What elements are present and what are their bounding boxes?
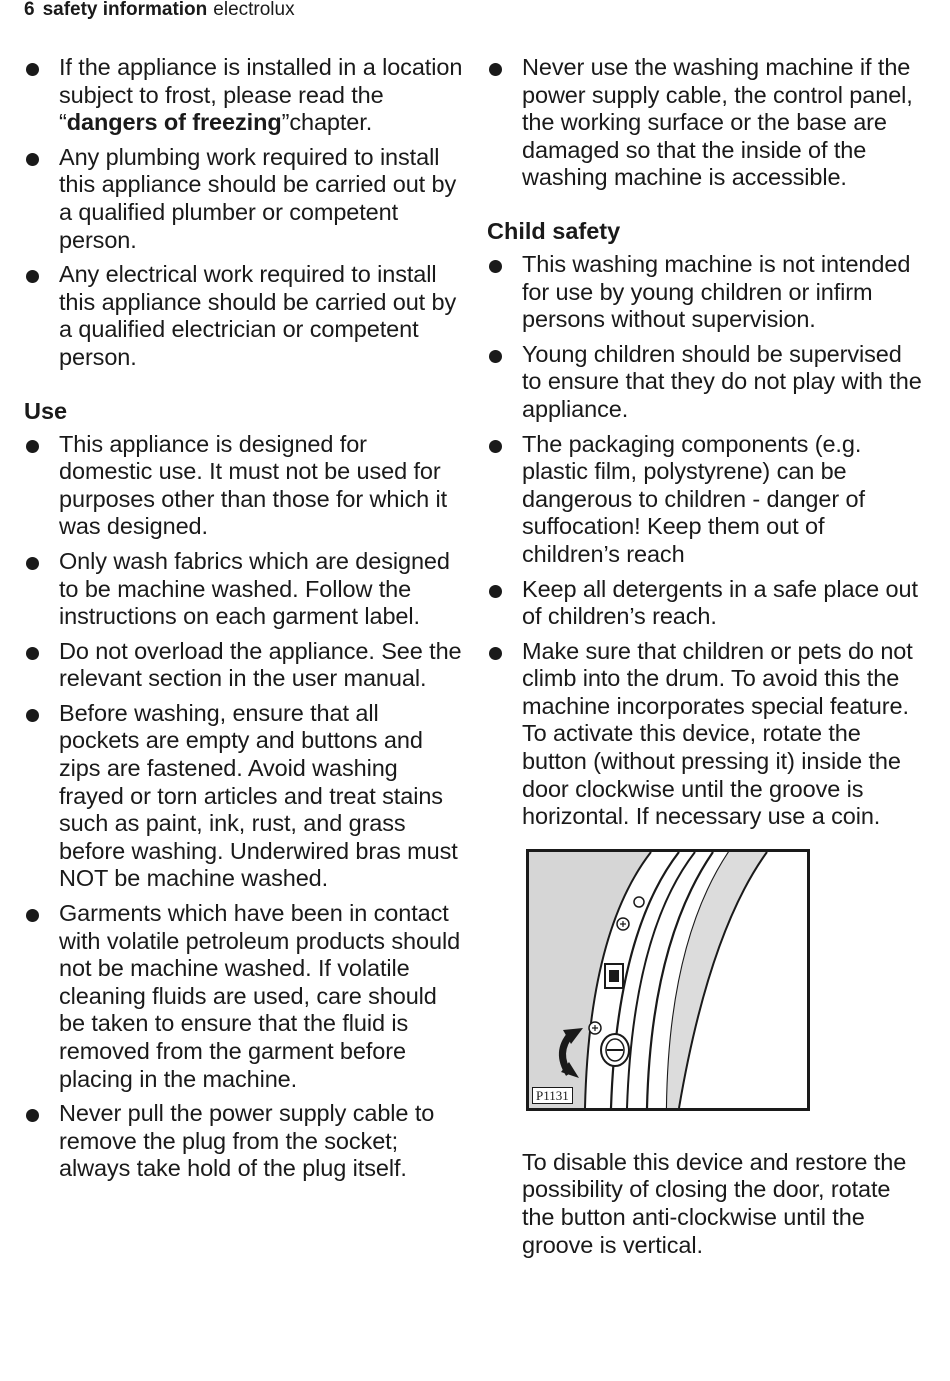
list-item: Any plumbing work required to install this appliance should be carried out by a qualified plumber or competent person.	[24, 144, 464, 254]
page-number: 6	[24, 0, 35, 20]
page-header	[24, 0, 295, 20]
list-item: This appliance is designed for domestic use. It must not be used for purposes other than those for which it was designed.	[24, 431, 464, 541]
list-item: Keep all detergents in a safe place out of children’s reach.	[487, 576, 927, 631]
list-item: Never pull the power supply cable to remove the plug from the socket; always take hold of the plug itself.	[24, 1100, 464, 1183]
frost-text-pre: If the appliance is installed in a location subject to frost, please read the “	[59, 54, 463, 136]
list-item: Do not overload the appliance. See the relevant section in the user manual.	[24, 638, 464, 693]
list-item: Make sure that children or pets do not climb into the drum. To avoid this the machine incorporates special feature. To activate this device, rotate the button (without pressing it) inside the door clockwise until the groove is horizontal. If necessary use a coin.	[487, 638, 927, 831]
section-title: safety information	[42, 0, 208, 20]
child-safety-heading: Child safety	[487, 217, 621, 244]
door-safety-illustration	[526, 849, 810, 1111]
use-list	[24, 431, 464, 1183]
disable-device-text: To disable this device and restore the possibility of closing the door, rotate the button anti-clockwise until the groove is vertical.	[522, 1148, 907, 1258]
small-circle-icon	[634, 897, 644, 907]
list-item: The packaging components (e.g. plastic film, polystyrene) can be dangerous to children - danger of suffocation! Keep them out of children’s reach	[487, 431, 927, 569]
glass-shade	[667, 852, 767, 1108]
list-item: This washing machine is not intended for use by young children or infirm persons without supervision.	[487, 251, 927, 334]
list-item: Garments which have been in contact with volatile petroleum products should not be machine washed. If volatile cleaning fluids are used, care should be taken to ensure that the fluid is removed from the garment before placing in the machine.	[24, 900, 464, 1093]
brand-name: electrolux	[213, 0, 295, 20]
left-column	[24, 54, 464, 1190]
list-item: Young children should be supervised to ensure that they do not play with the appliance.	[487, 341, 927, 424]
figure-code: P1131	[532, 1087, 573, 1104]
latch-slot	[609, 970, 619, 982]
use-heading: Use	[24, 397, 68, 424]
frost-text-bold: dangers of freezing	[66, 109, 282, 136]
intro-list	[24, 54, 464, 372]
list-item: Before washing, ensure that all pockets are empty and buttons and zips are fastened. Avoid washing frayed or torn articles and treat stains such as paint, ink, rust, and grass before washing. Underwired bras must NOT be machine washed.	[24, 700, 464, 893]
list-item: Any electrical work required to install this appliance should be carried out by a qualified electrician or competent person.	[24, 261, 464, 371]
child-safety-list	[487, 251, 927, 831]
right-intro-list	[487, 54, 927, 192]
side-panel-shade	[529, 852, 651, 1108]
list-item	[24, 54, 464, 137]
list-item: Never use the washing machine if the power supply cable, the control panel, the working surface or the base are damaged so that the inside of the washing machine is accessible.	[487, 54, 927, 192]
list-item: Only wash fabrics which are designed to be machine washed. Follow the instructions on each garment label.	[24, 548, 464, 631]
door-drawing	[529, 852, 807, 1108]
frost-text-post: ”chapter.	[281, 109, 373, 136]
right-column	[487, 54, 927, 1259]
